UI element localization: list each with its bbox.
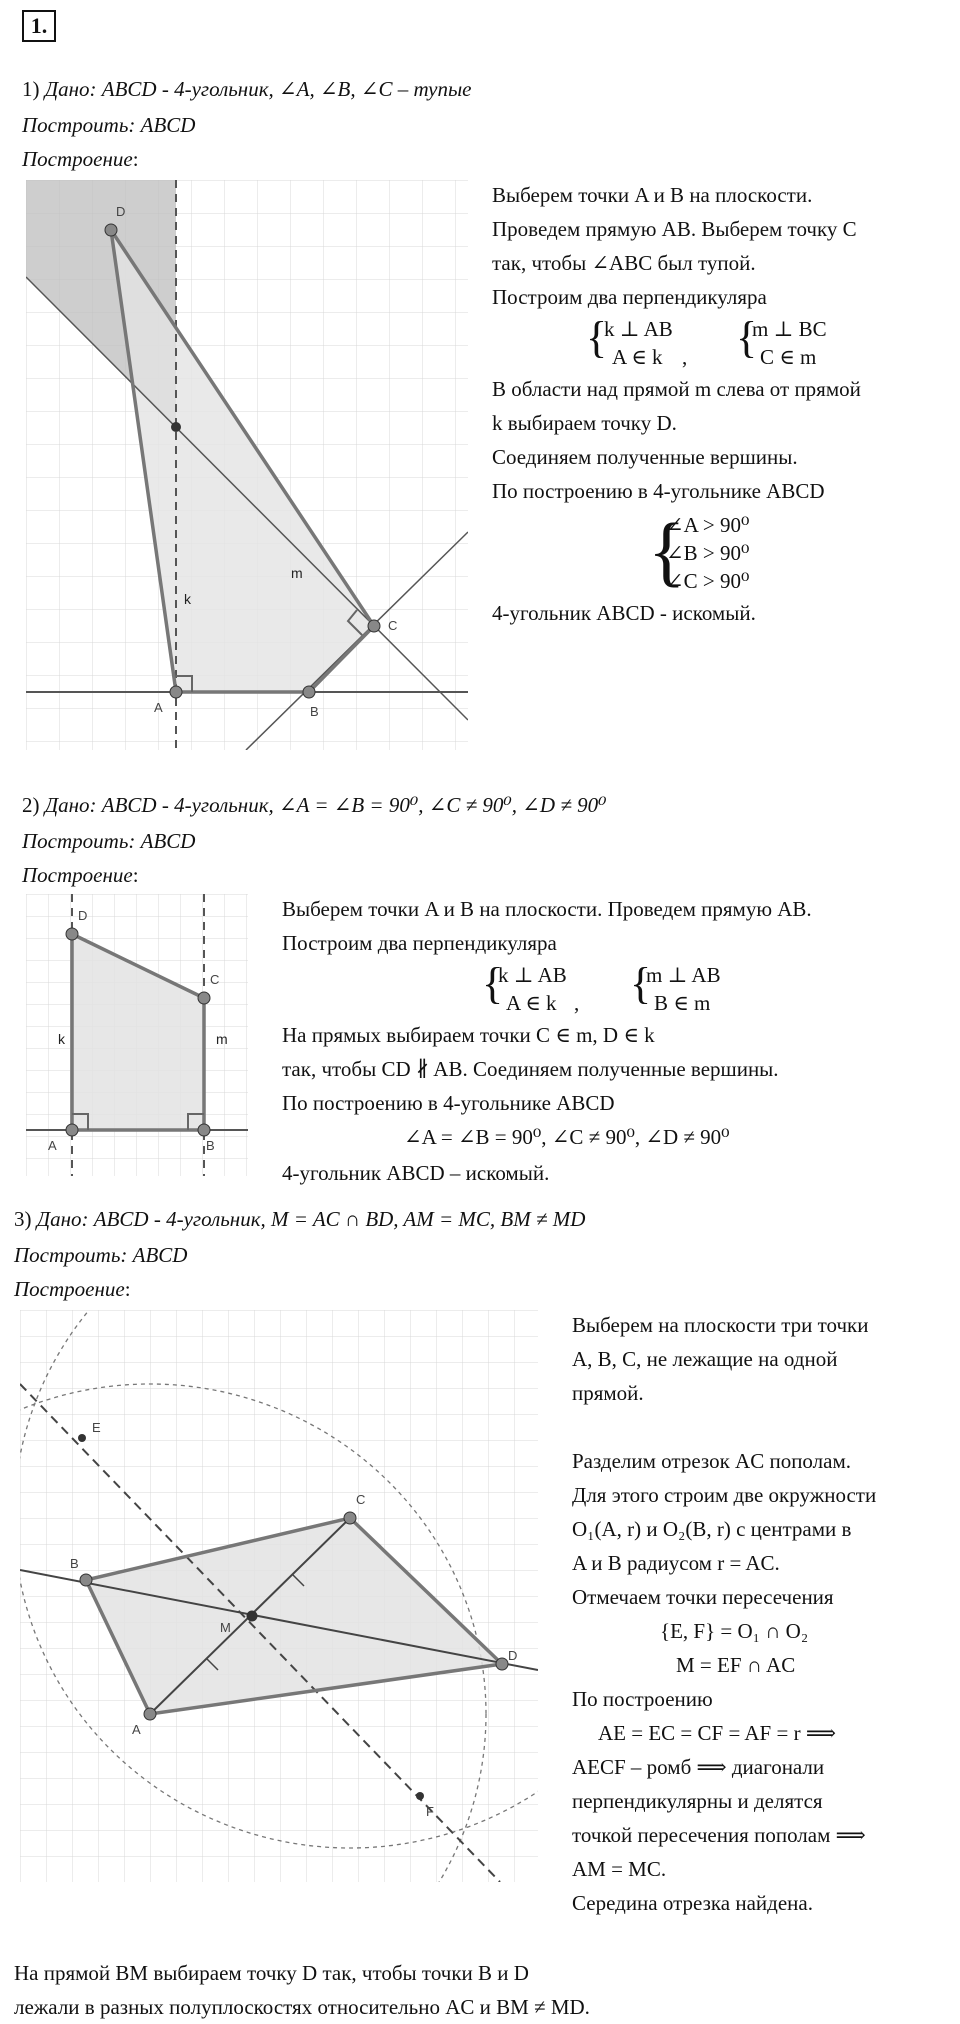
p1-build-text: : ABCD <box>128 113 196 137</box>
p3-line-3: прямой. <box>572 1381 644 1405</box>
p3-build-text: : ABCD <box>120 1243 188 1267</box>
p3-line-14: AECF – ромб ⟹ диагонали <box>572 1755 825 1779</box>
p1-line-6: k выбираем точку D. <box>492 411 677 435</box>
p1-angles-brace: { <box>648 507 686 594</box>
p1-line-1: Выберем точки A и B на плоскости. <box>492 183 813 207</box>
p1-build-label: Построить <box>22 113 129 137</box>
p1-line-5: В области над прямой m слева от прямой <box>492 377 861 401</box>
p3-figure <box>20 1310 538 1882</box>
p2-line-7: 4-угольник ABCD – искомый. <box>282 1161 550 1185</box>
p2-line-5: По построению в 4-угольнике ABCD <box>282 1091 615 1115</box>
p3-point-c <box>344 1512 356 1524</box>
p3-label-m: M <box>220 1620 231 1635</box>
p3-line-6: Для этого строим две окружности <box>572 1483 877 1507</box>
p3-point-m <box>247 1611 258 1622</box>
p1-point-b <box>303 686 315 698</box>
p2-build-label: Построить <box>22 829 129 853</box>
p2-line-2: Построим два перпендикуляра <box>282 931 557 955</box>
p1-line-3: так, чтобы ∠ABC был тупой. <box>492 251 756 275</box>
p2-point-c <box>198 992 210 1004</box>
p3-point-e <box>78 1434 86 1442</box>
p3-line-17: AM = MC. <box>572 1857 667 1881</box>
p2-build-text: : ABCD <box>128 829 196 853</box>
p2-line-4: так, чтобы CD ∦ AB. Соединяем полученные вершины. <box>282 1057 779 1081</box>
p2-sys-comma: , <box>574 991 580 1015</box>
p2-given <box>22 792 607 818</box>
p2-label-d: D <box>78 908 88 923</box>
p3-line-13: AE = EC = CF = AF = r ⟹ <box>598 1721 836 1745</box>
p3-bottom-1: На прямой BM выбираем точку D так, чтобы точки B и D <box>14 1961 529 1985</box>
p2-figure <box>26 894 248 1176</box>
p3-line-18: Середина отрезка найдена. <box>572 1891 813 1915</box>
p2-constr-colon: : <box>132 863 139 887</box>
p1-label-m: m <box>291 565 303 581</box>
p3-label-c: C <box>356 1492 366 1507</box>
p2-constr <box>22 862 139 888</box>
p2-point-d <box>66 928 78 940</box>
p1-given-label: Дано <box>44 77 90 101</box>
p2-sys2-row2: B ∈ m <box>654 991 711 1015</box>
p3-line-12: По построению <box>572 1687 713 1711</box>
p3-point-f <box>416 1792 424 1800</box>
p1-label-d: D <box>116 204 126 219</box>
p3-given <box>14 1206 585 1232</box>
p1-angle-a: ∠A > 90⁰ <box>666 513 750 537</box>
p3-label-b: B <box>70 1556 79 1571</box>
p3-constr-label: Построение <box>14 1277 125 1301</box>
p3-line-9: Отмечаем точки пересечения <box>572 1585 834 1609</box>
p2-sys1-row2: A ∈ k <box>506 991 557 1015</box>
p3-line-5: Разделим отрезок AC пополам. <box>572 1449 851 1473</box>
p1-line-7: Соединяем полученные вершины. <box>492 445 798 469</box>
p2-sys1-row1: k ⊥ AB <box>498 963 567 987</box>
p3-line-15: перпендикулярны и делятся <box>572 1789 823 1813</box>
p2-point-a <box>66 1124 78 1136</box>
p1-point-d <box>105 224 117 236</box>
p1-sys2-brace: { <box>736 313 758 362</box>
problem-number-badge: 1. <box>22 10 56 42</box>
p1-constr-colon: : <box>132 147 139 171</box>
p3-build-label: Построить <box>14 1243 121 1267</box>
p3-point-d <box>496 1658 508 1670</box>
p1-given <box>22 76 472 102</box>
p3-point-b <box>80 1574 92 1586</box>
p3-line-7: O₁(A, r) и O₂(B, r) с центрами в <box>572 1517 852 1541</box>
p3-label-f: F <box>426 1804 434 1819</box>
p3-label-e: E <box>92 1420 101 1435</box>
p2-given-text: : ABCD - 4-угольник, ∠A = ∠B = 90⁰, ∠C ≠ 90⁰, ∠D ≠ 90⁰ <box>89 793 607 817</box>
p2-sys1-brace: { <box>482 959 504 1008</box>
p1-label-c: C <box>388 618 398 633</box>
p2-line-3: На прямых выбираем точки C ∈ m, D ∈ k <box>282 1023 655 1047</box>
p3-line-8: A и B радиусом r = AC. <box>572 1551 780 1575</box>
p3-line-11: M = EF ∩ AC <box>676 1653 796 1677</box>
p3-given-label: Дано <box>36 1207 82 1231</box>
p3-line-1: Выберем на плоскости три точки <box>572 1313 869 1337</box>
p3-bottom-2: лежали в разных полуплоскостях относительно AC и BM ≠ MD. <box>14 1995 590 2019</box>
p3-line-16: точкой пересечения пополам ⟹ <box>572 1823 866 1847</box>
p2-label-b: B <box>206 1138 215 1153</box>
p2-constr-label: Построение <box>22 863 133 887</box>
p3-label-a: A <box>132 1722 141 1737</box>
p1-angle-b: ∠B > 90⁰ <box>666 541 750 565</box>
p2-point-b <box>198 1124 210 1136</box>
p1-num: 1) <box>22 77 40 101</box>
p1-final: 4-угольник ABCD - искомый. <box>492 601 756 625</box>
p1-label-b: B <box>310 704 319 719</box>
p2-num: 2) <box>22 793 40 817</box>
p1-line-8: По построению в 4-угольнике ABCD <box>492 479 825 503</box>
p3-num: 3) <box>14 1207 32 1231</box>
p2-label-m: m <box>216 1031 228 1047</box>
p3-given-text: : ABCD - 4-угольник, M = AC ∩ BD, AM = MC, BM ≠ MD <box>81 1207 586 1231</box>
p1-line-2: Проведем прямую AB. Выберем точку C <box>492 217 857 241</box>
p1-angle-c: ∠C > 90⁰ <box>666 569 750 593</box>
p3-line-10: {E, F} = O₁ ∩ O₂ <box>660 1619 809 1643</box>
p1-sys2-row1: m ⊥ BC <box>752 317 827 341</box>
p3-constr-colon: : <box>124 1277 131 1301</box>
p2-label-a: A <box>48 1138 57 1153</box>
p1-sys1-row1: k ⊥ AB <box>604 317 673 341</box>
p2-sys2-row1: m ⊥ AB <box>646 963 721 987</box>
p1-constr <box>22 146 139 172</box>
p3-line-2: A, B, C, не лежащие на одной <box>572 1347 838 1371</box>
p1-point-c <box>368 620 380 632</box>
p1-constr-label: Построение <box>22 147 133 171</box>
p2-given-label: Дано <box>44 793 90 817</box>
p1-label-k: k <box>184 591 191 607</box>
p1-sys2-row2: C ∈ m <box>760 345 817 369</box>
p3-build <box>14 1242 187 1268</box>
p1-figure <box>26 180 468 750</box>
p1-point-intersect <box>171 422 181 432</box>
p1-sys1-row2: A ∈ k <box>612 345 663 369</box>
p1-label-a: A <box>154 700 163 715</box>
p2-label-k: k <box>58 1031 65 1047</box>
p3-constr <box>14 1276 131 1302</box>
p1-sys1-brace: { <box>586 313 608 362</box>
p1-line-4: Построим два перпендикуляра <box>492 285 767 309</box>
p2-line-1: Выберем точки A и B на плоскости. Проведем прямую AB. <box>282 897 812 921</box>
p2-label-c: C <box>210 972 220 987</box>
p2-sys2-brace: { <box>630 959 652 1008</box>
p2-line-6: ∠A = ∠B = 90⁰, ∠C ≠ 90⁰, ∠D ≠ 90⁰ <box>404 1125 730 1149</box>
p1-point-a <box>170 686 182 698</box>
p1-build <box>22 112 195 138</box>
p1-sys-comma: , <box>682 345 688 369</box>
p3-label-d: D <box>508 1648 518 1663</box>
p1-given-text: : ABCD - 4-угольник, ∠A, ∠B, ∠C – тупые <box>89 77 472 101</box>
p3-point-a <box>144 1708 156 1720</box>
p2-build <box>22 828 195 854</box>
